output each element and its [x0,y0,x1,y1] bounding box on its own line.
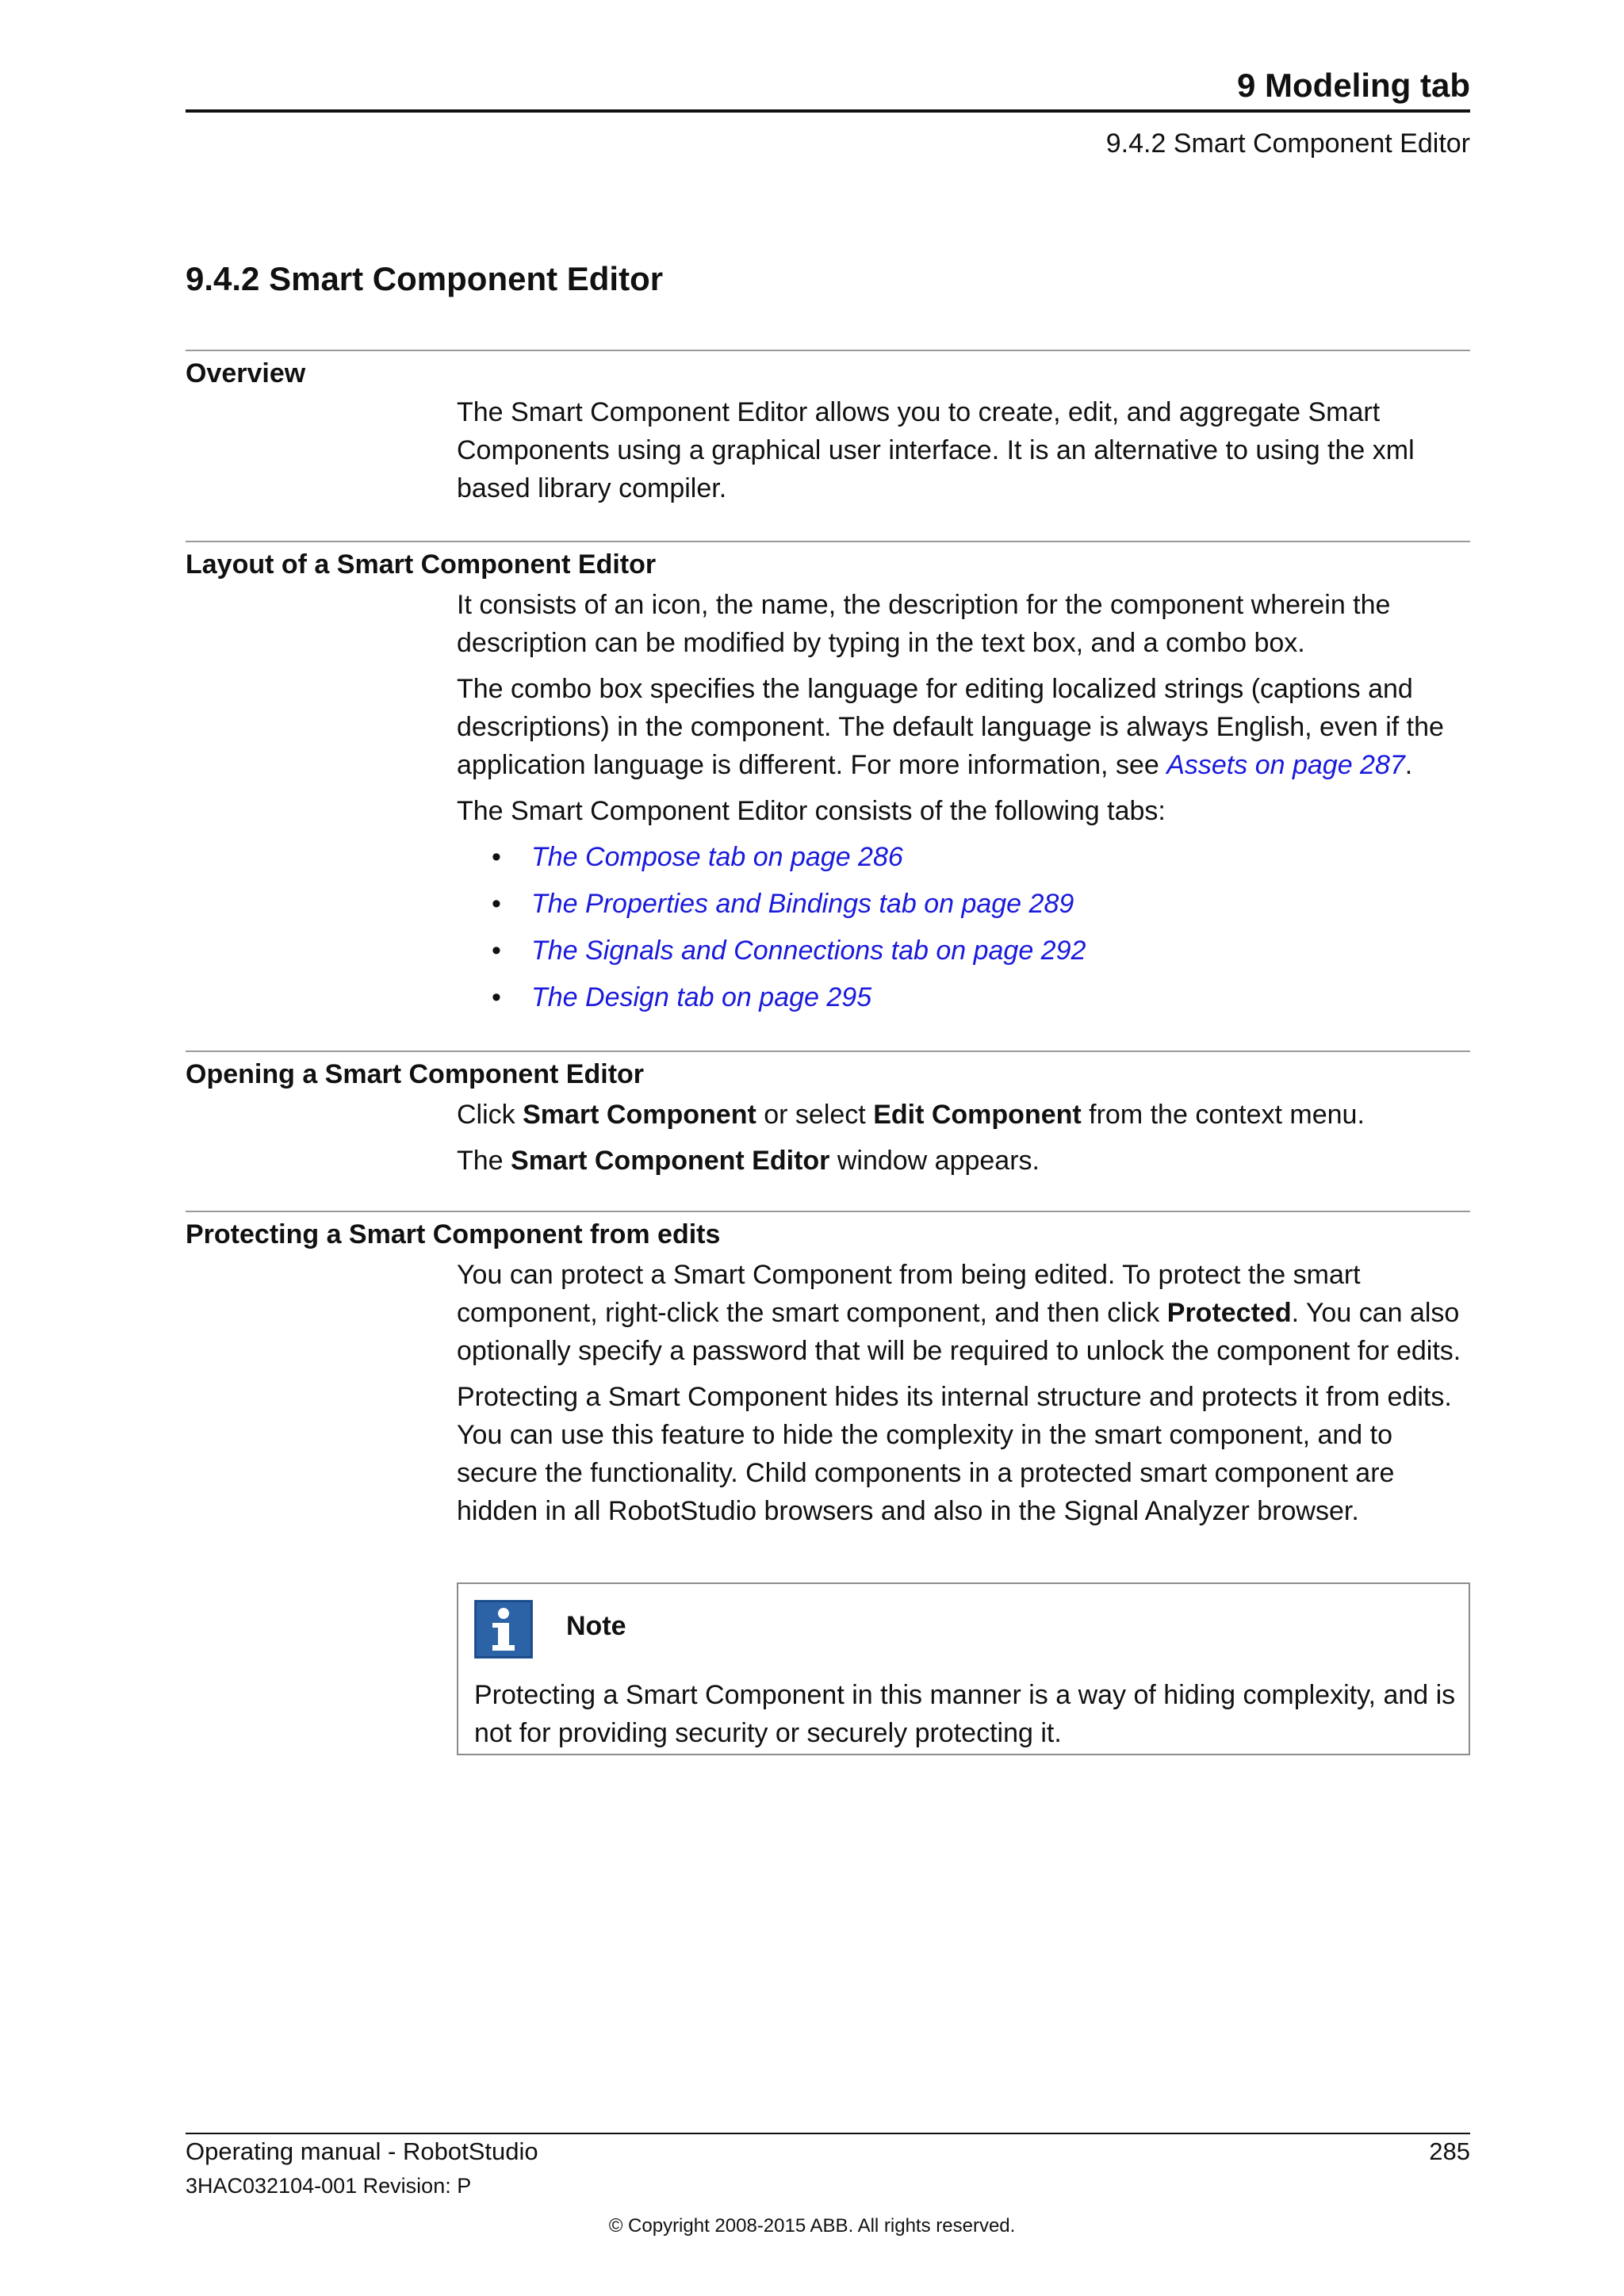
opening-body [457,1096,1470,1180]
protecting-para-2: Protecting a Smart Component hides its internal structure and protects it from edits. You can use this feature to hide the complexity in the smart component, and to secure the functionality. Child components in a protected smart component are hidden in all RobotStudio browsers and also in the Signal Analyzer browser. [457,1382,1452,1526]
bullet-icon: • [492,936,501,966]
overview-heading: Overview [186,358,306,388]
layout-para-1: It consists of an icon, the name, the description for the component wherein the description can be modified by typing in the text box, and a combo box. [457,590,1391,658]
bullet-icon: • [492,982,501,1012]
design-tab-link[interactable]: The Design tab on page 295 [531,982,872,1012]
text-run: window appears. [829,1146,1040,1176]
footer-manual-title: Operating manual - RobotStudio [186,2137,538,2165]
assets-link[interactable]: Assets on page 287 [1166,750,1405,780]
properties-bindings-tab-link[interactable]: The Properties and Bindings tab on page 289 [531,889,1074,919]
compose-tab-link[interactable]: The Compose tab on page 286 [531,842,903,872]
smart-component-editor-term: Smart Component Editor [511,1146,830,1176]
edit-component-term: Edit Component [873,1100,1082,1130]
section-divider [186,350,1470,351]
list-item [457,885,1470,923]
text-run: Click [457,1100,523,1130]
layout-para-3: The Smart Component Editor consists of the following tabs: [457,796,1166,826]
tabs-list [457,838,1470,1016]
protecting-body [457,1256,1470,1530]
bullet-icon: • [492,889,501,919]
layout-heading: Layout of a Smart Component Editor [186,549,657,580]
list-item [457,978,1470,1016]
list-item [457,838,1470,876]
text-run: or select [756,1100,874,1130]
info-icon [474,1600,533,1659]
section-divider [186,1050,1470,1052]
page-title: 9.4.2 Smart Component Editor [186,260,664,297]
overview-body [457,393,1470,507]
text-run: You can protect a Smart Component from being edited. To protect the smart component, right-click the smart component, and then click [457,1260,1361,1328]
note-text: Protecting a Smart Component in this manner is a way of hiding complexity, and is not for providing security or securely protecting it. [474,1680,1456,1748]
layout-body [457,586,1470,1025]
smart-component-term: Smart Component [523,1100,756,1130]
layout-para-2-text: The combo box specifies the language for editing localized strings (captions and descriptions) in the component. The default language is always English, even if the application language is different. For more information, see [457,674,1444,780]
note-box [457,1582,1470,1755]
text-run: . You can also optionally specify a password that will be required to unlock the component for edits. [457,1298,1461,1366]
copyright: © Copyright 2008-2015 ABB. All rights reserved. [608,2215,1016,2237]
opening-heading: Opening a Smart Component Editor [186,1059,645,1089]
list-item [457,932,1470,970]
protected-term: Protected [1166,1298,1292,1328]
layout-para-2-end: . [1404,750,1413,780]
section-divider [186,541,1470,542]
document-id: 3HAC032104-001 Revision: P [186,2174,472,2198]
note-label: Note [566,1611,626,1641]
overview-text: The Smart Component Editor allows you to create, edit, and aggregate Smart Components using a graphical user interface. It is an alternative to using the xml based library compiler. [457,397,1415,503]
bullet-icon: • [492,842,501,872]
protecting-para-1 [457,1256,1470,1370]
opening-para-1 [457,1096,1470,1134]
text-run: The [457,1146,511,1176]
section-header: 9.4.2 Smart Component Editor [1105,128,1470,159]
section-divider [186,1211,1470,1212]
protecting-heading: Protecting a Smart Component from edits [186,1219,721,1249]
footer-rule [186,2133,1470,2134]
header-rule [186,109,1470,113]
layout-para-2 [457,670,1470,784]
text-run: from the context menu. [1081,1100,1365,1130]
signals-connections-tab-link[interactable]: The Signals and Connections tab on page 292 [531,936,1086,966]
opening-para-2 [457,1142,1470,1180]
page-number: 285 [1429,2137,1470,2165]
chapter-title: 9 Modeling tab [1237,67,1470,104]
